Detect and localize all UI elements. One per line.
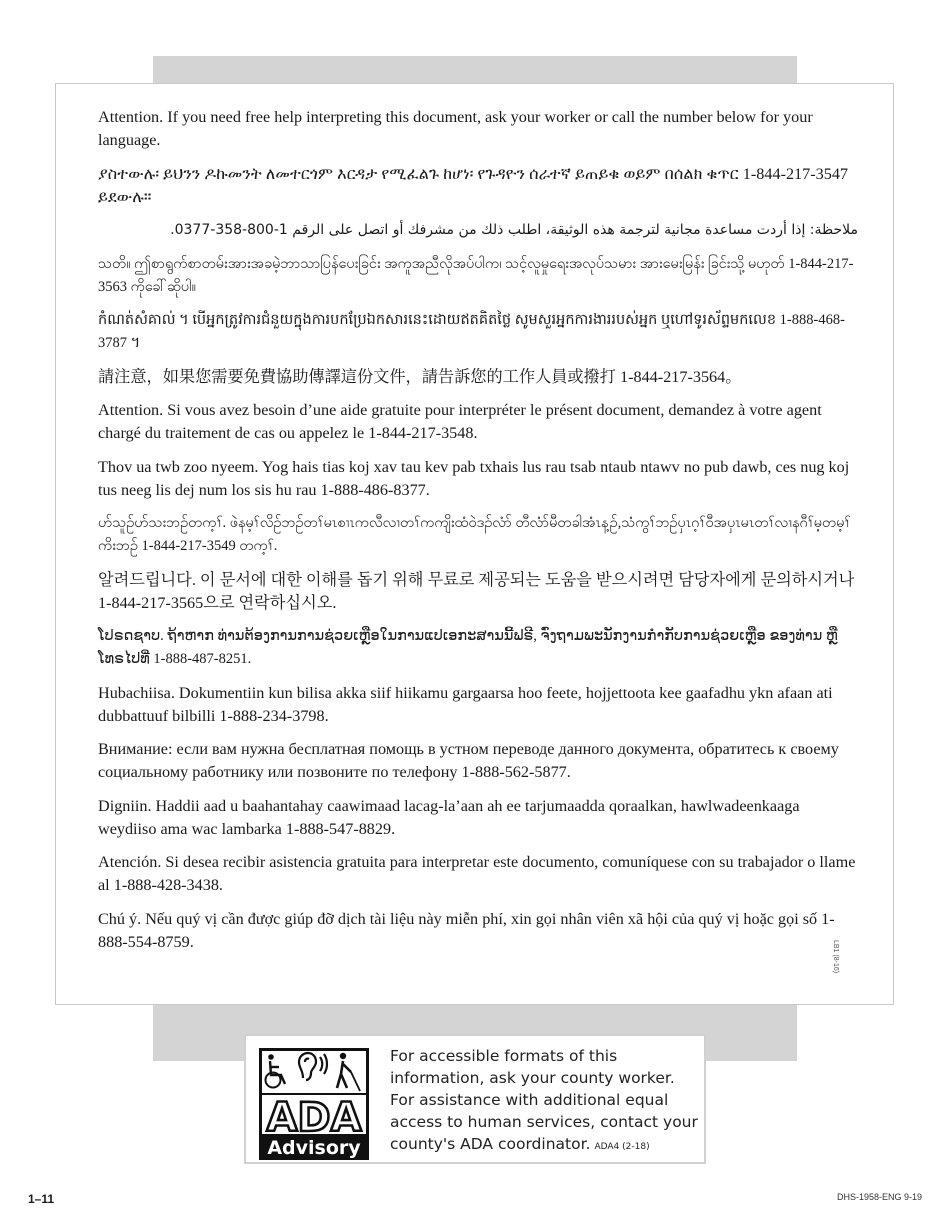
ada-logo — [259, 1048, 369, 1160]
ada-advisory-text — [390, 1045, 700, 1158]
ada-logo-text: ADA — [266, 1095, 362, 1141]
ada-line: access to human services, contact your — [390, 1113, 698, 1131]
page-number: 1–11 — [28, 1192, 55, 1206]
form-id-label: LB1 (8-16) — [832, 940, 839, 974]
notice-spanish: Atención. Si desea recibir asistencia gratuita para interpretar este documento, comuníquese con su trabajador o llame al 1-888-428-3438. — [98, 853, 856, 894]
notice-hmong: Thov ua twb zoo nyeem. Yog hais tias koj xav tau kev pab txhais lus rau tsab ntaub ntawv no pub dawb, ces nug koj tus neeg lis dej num los sis hu rau 1-888-486-8377. — [98, 457, 850, 499]
ada-line: For assistance with additional equal — [390, 1091, 669, 1109]
notice-khmer: កំណត់សំគាល់ ។ បើអ្នកត្រូវការជំនួយក្នុងការបកប្រែឯកសារនេះដោយឥតគិតថ្លៃ សូមសួរអ្នកការងាររបស់អ្នក ឬហៅទូរស័ព្ទមកលេខ 1-888-468-3787 ។ — [98, 312, 845, 351]
header-gray-bar — [153, 56, 797, 84]
notice-chinese: 請注意，如果您需要免費協助傳譯這份文件，請告訴您的工作人員或撥打 1-844-217-3564。 — [98, 367, 742, 386]
notice-amharic: ያስተውሉ፡ ይህንን ዶኩመንት ለመተርጎም እርዳታ የሚፈልጉ ከሆነ፡ የጉዳዮን ሰራተኛ ይጠይቁ ወይም በሰልክ ቁጥር 1-844-217-3547 ይደውሉ። — [98, 164, 849, 206]
ada-line-last — [390, 1133, 700, 1158]
notice-english: Attention. If you need free help interpreting this document, ask your worker or call the number below for your language. — [98, 108, 813, 149]
language-notices — [98, 106, 858, 964]
ada-advisory-box — [244, 1034, 706, 1164]
document-code: DHS-1958-ENG 9-19 — [836, 1192, 922, 1202]
ada-line: county's ADA coordinator. — [390, 1135, 591, 1153]
notice-french: Attention. Si vous avez besoin d’une aide gratuite pour interpréter le présent document, demandez à votre agent chargé du traitement de cas ou appelez le 1-844-217-3548. — [98, 401, 822, 442]
notice-vietnamese: Chú ý. Nếu quý vị cần được giúp đỡ dịch tài liệu này miễn phí, xin gọi nhân viên xã hội của quý vị hoặc gọi số 1-888-554-8759. — [98, 909, 835, 951]
language-notice-box — [55, 83, 894, 1005]
ada-line: For accessible formats of this — [390, 1047, 618, 1065]
notice-arabic: ملاحظة: إذا أردت مساعدة مجانية لترجمة هذه الوثيقة، اطلب ذلك من مشرفك أو اتصل على الرقم 1-800-358-0377. — [170, 222, 858, 238]
ada-logo-subtext: Advisory — [267, 1137, 361, 1159]
notice-russian: Внимание: если вам нужна бесплатная помощь в устном переводе данного документа, обратитесь к своему социальному работнику или позвоните по телефону 1-888-562-5877. — [98, 740, 839, 781]
notice-oromo: Hubachiisa. Dokumentiin kun bilisa akka siif hiikamu gargaarsa hoo feete, hojjettoota kee gaafadhu ykn afaan ati dubbattuuf bilbilli 1-888-234-3798. — [98, 683, 833, 725]
notice-korean: 알려드립니다. 이 문서에 대한 이해를 돕기 위해 무료로 제공되는 도움을 받으시려면 담당자에게 문의하시거나 1-844-217-3565으로 연락하십시오. — [98, 570, 855, 612]
ada-code: ADA4 (2-18) — [594, 1142, 650, 1152]
ada-line: information, ask your county worker. — [390, 1069, 675, 1087]
notice-somali: Digniin. Haddii aad u baahantahay caawimaad lacag-la’aan ah ee tarjumaadda qoraalkan, hawlwadeenkaaga weydiiso ama wac lambarka 1-888-547-8829. — [98, 796, 800, 838]
notice-karen: ဟ်သူဉ်ဟ်သးဘဉ်တက့ၢ်. ဖဲနမ့ၢ်လိဉ်ဘဉ်တၢ်မၤစၢၤကလီလၢတၢ်ကကျိးထံဝဲဒၣ်လံာ် တီလံာ်မီတခါအံၤန့ဉ်,သံကွၢ်ဘဉ်ပှၤဂ့ၢ်ဝီအပှၤမၤတၢ်လၢနဂီၢ်မ့တမ့ၢ်ကိးဘဉ် 1-844-217-3549 တက့ၢ်. — [98, 515, 851, 554]
notice-lao: ໂປຣດຊາບ. ຖ້າຫາກ ທ່ານຕ້ອງການການຊ່ວຍເຫຼືອໃນການແປເອກະສານນີ້ຟຣີ, ຈົ່ງຖາມພະນັກງານກໍາກັບການຊ່ວຍເຫຼືອ ຂອງທ່ານ ຫຼື ໂທຣໄປທີ່ 1-888-487-8251. — [98, 628, 838, 667]
notice-burmese: သတိ။ ဤစာရွက်စာတမ်းအားအခမဲ့ဘာသာပြန်ပေးခြင်း အကူအညီလိုအပ်ပါက၊ သင့်လူမှုရေးအလုပ်သမား အားမေးမြန်း ခြင်းသို့ မဟုတ် 1-844-217-3563 ကိုခေါ်ဆိုပါ။ — [98, 255, 854, 295]
